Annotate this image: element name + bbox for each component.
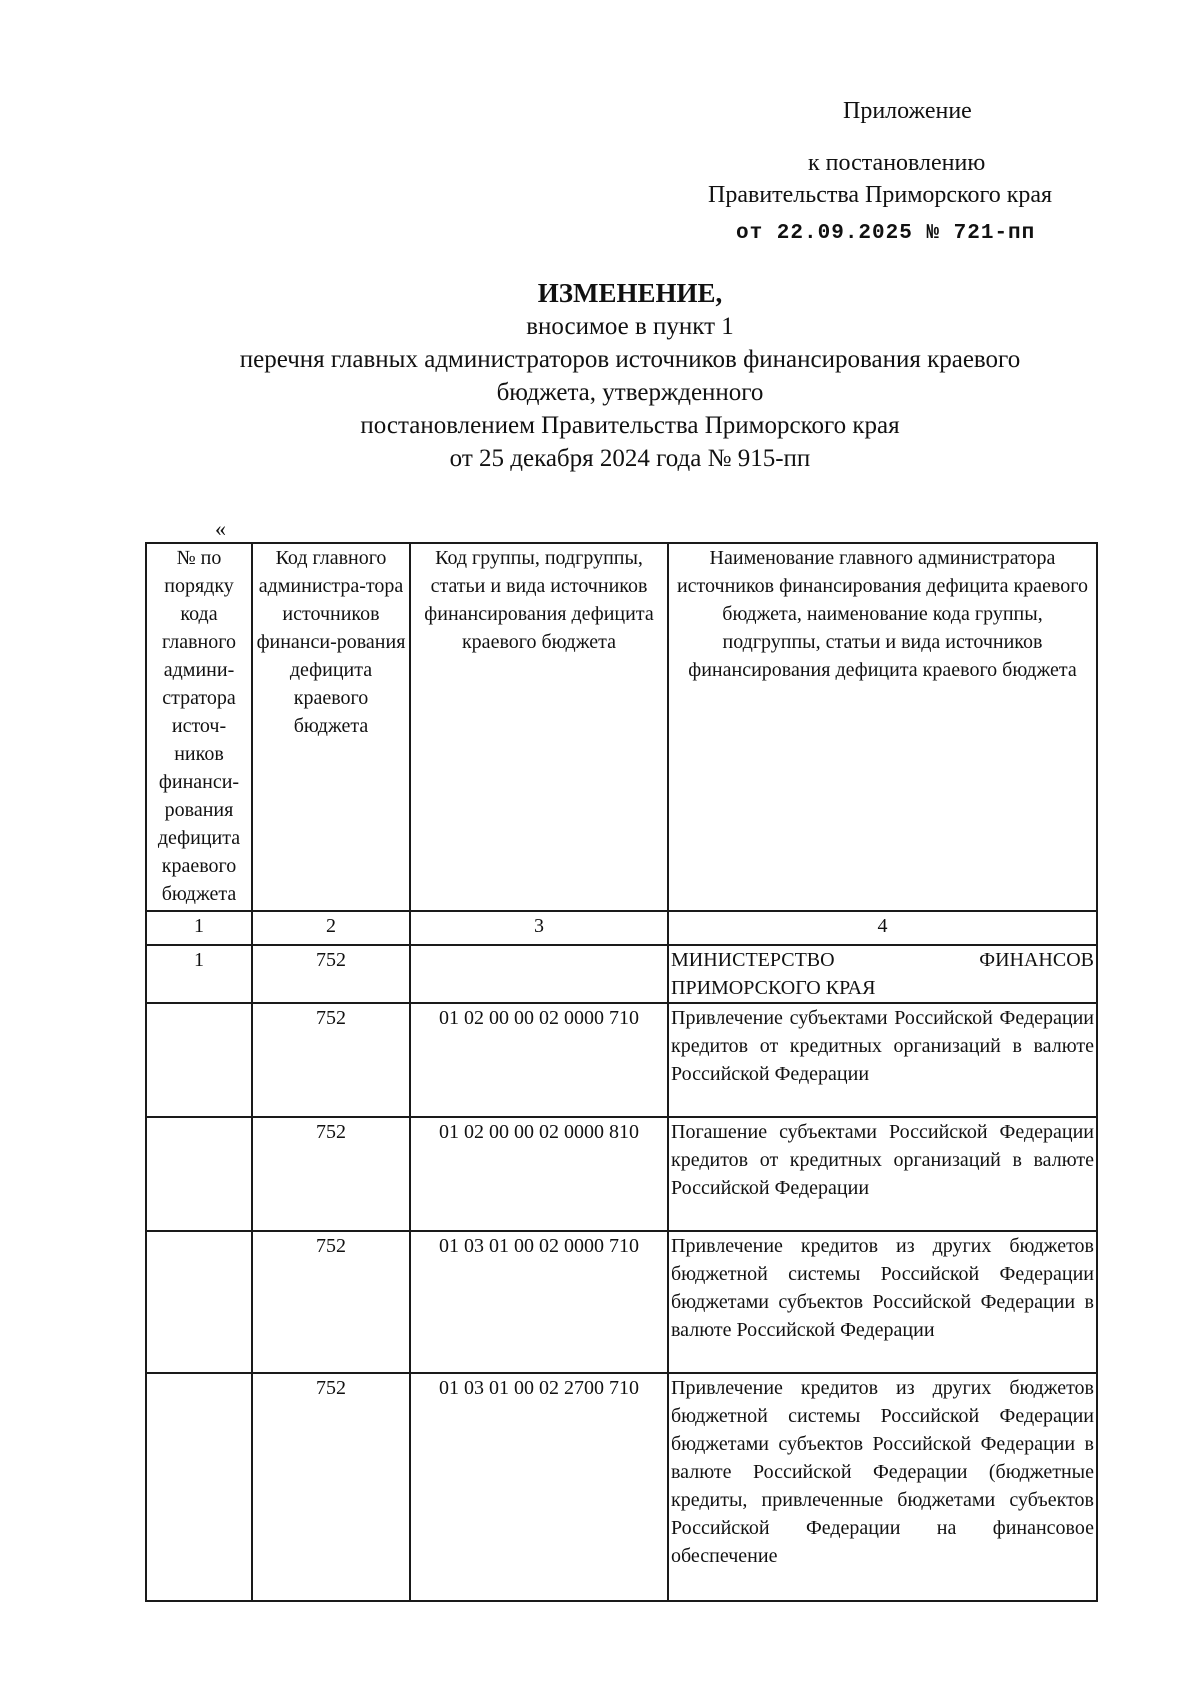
row-number (146, 1003, 252, 1117)
table-row (146, 1373, 1097, 1601)
administrators-table (145, 542, 1098, 1602)
table-header-row (146, 543, 1097, 911)
row-number (146, 1373, 252, 1601)
column-number-4: 4 (668, 911, 1097, 945)
header-col-1: № по порядку кода главного админи-стратора источ-ников финанси-рования дефицита краевого бюджета (146, 543, 252, 911)
source-name: Привлечение кредитов из других бюджетов бюджетной системы Российской Федерации бюджетами субъектов Российской Федерации в валюте Российской Федерации (бюджетные кредиты, привлеченные бюджетами субъектов Российской Федерации на финансовое обеспечение (668, 1373, 1097, 1601)
source-code: 01 03 01 00 02 0000 710 (410, 1231, 668, 1373)
source-name: МИНИСТЕРСТВО ФИНАНСОВ ПРИМОРСКОГО КРАЯ (668, 945, 1097, 1003)
heading-line-5: от 25 декабря 2024 года № 915-пп (449, 445, 811, 472)
heading-line-4: постановлением Правительства Приморского края (360, 412, 900, 439)
row-number: 1 (146, 945, 252, 1003)
admin-code: 752 (252, 1117, 410, 1231)
source-code: 01 03 01 00 02 2700 710 (410, 1373, 668, 1601)
column-number-3: 3 (410, 911, 668, 945)
source-code: 01 02 00 00 02 0000 810 (410, 1117, 668, 1231)
admin-code: 752 (252, 1231, 410, 1373)
appendix-line-1: к постановлению (808, 150, 986, 176)
table-row (146, 945, 1097, 1003)
opening-quote: « (215, 516, 226, 541)
heading-line-3: бюджета, утвержденного (496, 379, 764, 406)
source-name: Привлечение субъектами Российской Федерации кредитов от кредитных организаций в валюте Российской Федерации (668, 1003, 1097, 1117)
header-col-3: Код группы, подгруппы, статьи и вида источников финансирования дефицита краевого бюджета (410, 543, 668, 911)
row-number (146, 1231, 252, 1373)
admin-code: 752 (252, 945, 410, 1003)
source-code (410, 945, 668, 1003)
heading-line-2: перечня главных администраторов источников финансирования краевого (239, 346, 1021, 373)
admin-code: 752 (252, 1373, 410, 1601)
document-title: ИЗМЕНЕНИЕ, (537, 278, 723, 308)
heading-line-1: вносимое в пункт 1 (526, 313, 734, 340)
column-number-1: 1 (146, 911, 252, 945)
header-col-2: Код главного администра-тора источников финанси-рования дефицита краевого бюджета (252, 543, 410, 911)
column-number-2: 2 (252, 911, 410, 945)
table-row (146, 1231, 1097, 1373)
source-code: 01 02 00 00 02 0000 710 (410, 1003, 668, 1117)
row-number (146, 1117, 252, 1231)
source-name: Привлечение кредитов из других бюджетов бюджетной системы Российской Федерации бюджетами субъектов Российской Федерации в валюте Российской Федерации (668, 1231, 1097, 1373)
table-row (146, 1003, 1097, 1117)
column-numbers-row (146, 911, 1097, 945)
resolution-number: от 22.09.2025 № 721-пп (736, 222, 1036, 245)
admin-code: 752 (252, 1003, 410, 1117)
source-name: Погашение субъектами Российской Федерации кредитов от кредитных организаций в валюте Российской Федерации (668, 1117, 1097, 1231)
header-col-4: Наименование главного администратора источников финансирования дефицита краевого бюджета, наименование кода группы, подгруппы, статьи и вида источников финансирования дефицита краевого бюджета (668, 543, 1097, 911)
appendix-title: Приложение (843, 98, 972, 124)
table-row (146, 1117, 1097, 1231)
appendix-line-2: Правительства Приморского края (708, 182, 1053, 208)
